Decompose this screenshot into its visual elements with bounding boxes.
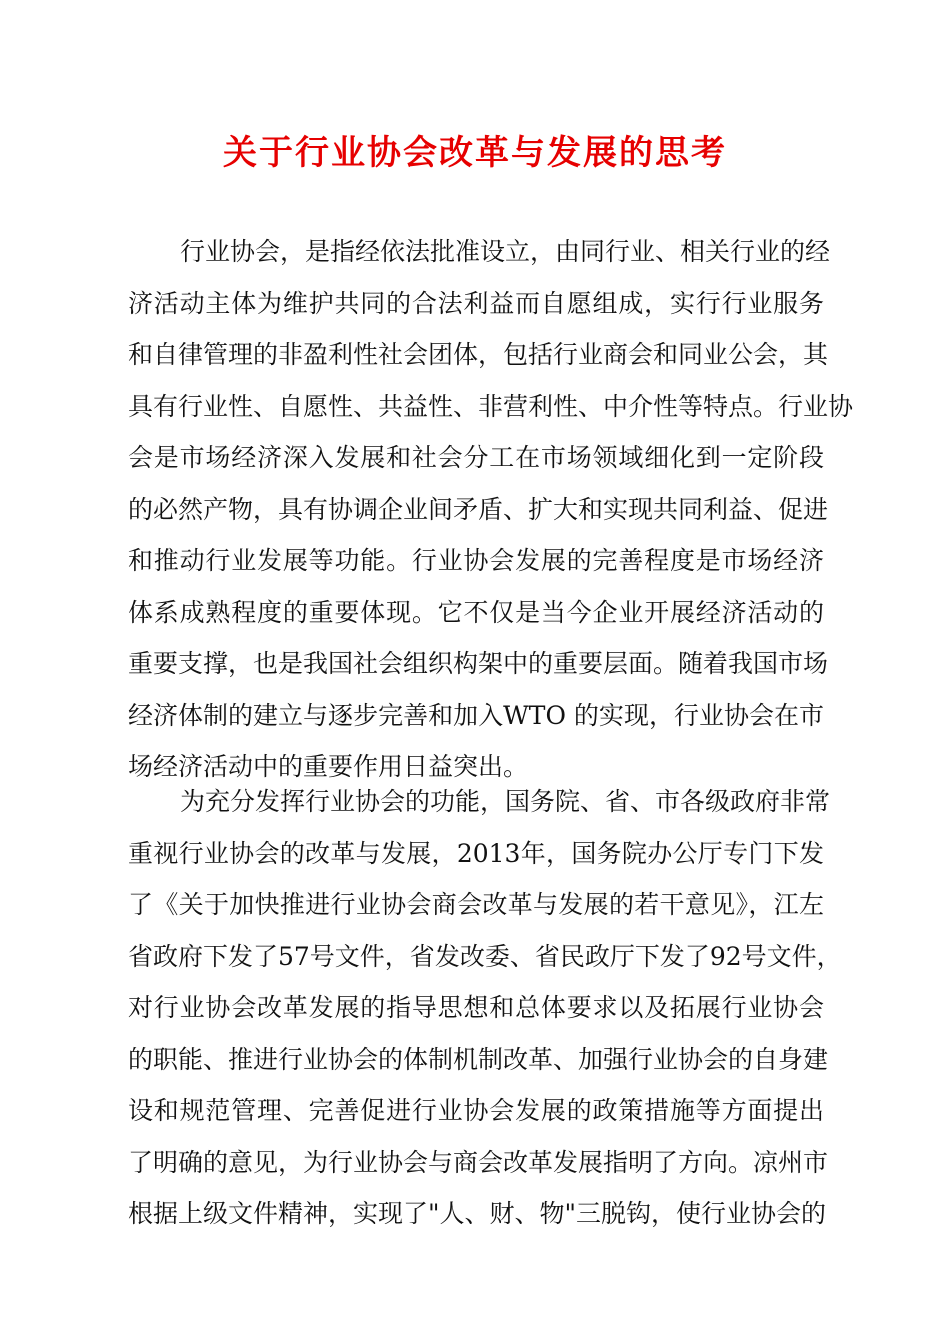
- paragraph-1: [128, 226, 854, 793]
- paragraph-line: 设和规范管理、完善促进行业协会发展的政策措施等方面提出: [128, 1096, 824, 1125]
- paragraph-line: 根据上级文件精神，实现了"人、财、物"三脱钩，使行业协会的: [128, 1199, 827, 1228]
- paragraph-line: 对行业协会改革发展的指导思想和总体要求以及拓展行业协会: [128, 993, 824, 1022]
- paragraph-line: 的必然产物，具有协调企业间矛盾、扩大和实现共同利益、促进: [128, 494, 829, 524]
- paragraph-line: 重视行业协会的改革与发展，2013年，国务院办公厅专门下发: [128, 838, 824, 868]
- paragraph-line: 行业协会，是指经依法批准设立，由同行业、相关行业的经: [180, 237, 831, 266]
- paragraph-line: 会是市场经济深入发展和社会分工在市场领域细化到一定阶段: [128, 443, 824, 472]
- paragraph-line: 经济体制的建立与逐步完善和加入WTO 的实现，行业协会在市: [128, 700, 824, 730]
- paragraph-2: [128, 776, 842, 1240]
- paragraph-line: 了《关于加快推进行业协会商会改革与发展的若干意见》，江左: [128, 890, 824, 919]
- document-title: 关于行业协会改革与发展的思考: [223, 133, 727, 173]
- paragraph-line: 具有行业性、自愿性、共益性、非营利性、中介性等特点。行业协: [128, 391, 854, 421]
- paragraph-line: 体系成熟程度的重要体现。它不仅是当今企业开展经济活动的: [128, 597, 824, 627]
- paragraph-line: 了明确的意见，为行业协会与商会改革发展指明了方向。凉州市: [128, 1147, 829, 1177]
- paragraph-line: 和推动行业发展等功能。行业协会发展的完善程度是市场经济: [128, 546, 824, 575]
- paragraph-line: 省政府下发了57号文件，省发改委、省民政厅下发了92号文件，: [128, 941, 842, 971]
- paragraph-line: 为充分发挥行业协会的功能，国务院、省、市各级政府非常: [180, 787, 831, 816]
- paragraph-line: 重要支撑，也是我国社会组织构架中的重要层面。随着我国市场: [128, 649, 829, 678]
- paragraph-line: 和自律管理的非盈利性社会团体，包括行业商会和同业公会，其: [128, 340, 829, 369]
- paragraph-line: 济活动主体为维护共同的合法利益而自愿组成，实行行业服务: [128, 288, 824, 318]
- paragraph-line: 的职能、推进行业协会的体制机制改革、加强行业协会的自身建: [128, 1044, 829, 1074]
- paragraph-line: 场经济活动中的重要作用日益突出。: [128, 752, 529, 781]
